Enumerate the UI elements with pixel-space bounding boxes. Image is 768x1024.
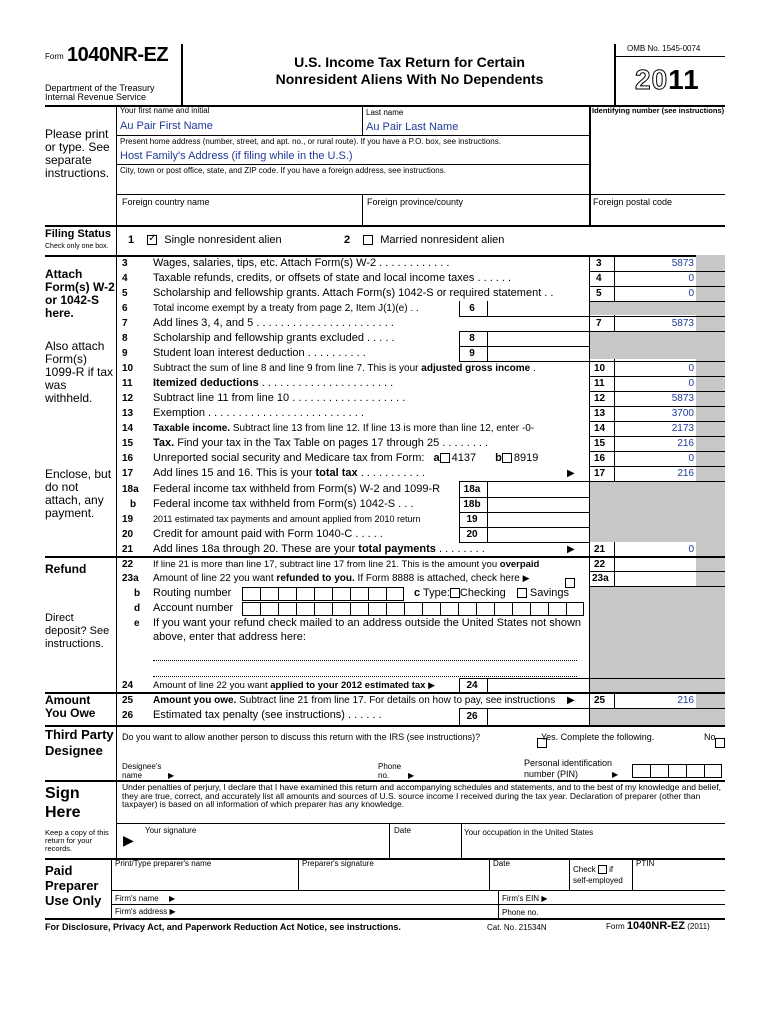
line18b-amount[interactable] — [488, 497, 588, 512]
form-header — [45, 44, 725, 106]
sign-here-label: Sign Here — [45, 785, 81, 821]
line25-amount[interactable]: 216 — [677, 695, 694, 706]
line23a-arrow-icon: ▶ — [522, 573, 530, 583]
firm-ein-arrow-icon: ▶ — [541, 894, 548, 903]
line21-ref: 21 — [594, 544, 606, 555]
tax-year-outline: 20 — [635, 64, 669, 95]
line10-text-b: adjusted gross income — [421, 363, 531, 374]
line13-amount[interactable]: 3700 — [671, 408, 694, 419]
lines-left-edge — [116, 255, 117, 725]
header-divider-right — [614, 44, 616, 105]
ptin-label: PTIN — [636, 859, 655, 868]
amount-owe-label: Amount You Owe — [45, 693, 96, 720]
line7-amount[interactable]: 5873 — [671, 318, 694, 329]
foreign-divider-1 — [362, 194, 363, 225]
first-name-field[interactable]: Au Pair First Name — [120, 120, 213, 132]
preparer-check-divider — [569, 858, 570, 890]
line17-text-a: Add lines 15 and 16. This is your — [153, 467, 316, 479]
line21-arrow-icon: ▶ — [567, 544, 575, 555]
line4-text: Taxable refunds, credits, or offsets of state and local income taxes . . . . . . — [153, 272, 512, 284]
line18b-inner-ref: 18b — [463, 499, 481, 510]
line15-text — [153, 436, 488, 451]
line25-ref: 25 — [594, 695, 606, 706]
line22-amount[interactable] — [616, 557, 694, 572]
sign-left-edge — [116, 780, 117, 858]
cat-number: Cat. No. 21534N — [487, 923, 547, 932]
line16-text-main: Unreported social security and Medicare tax from Form: — [153, 452, 425, 464]
line8-inner-ref: 8 — [469, 333, 475, 344]
line18a-text: Federal income tax withheld from Form(s) W-2 and 1099-R — [153, 483, 441, 495]
header-divider-left — [181, 44, 183, 105]
line19-amount[interactable] — [488, 512, 588, 527]
line25-number: 25 — [122, 695, 134, 706]
line19-inner-ref: 19 — [466, 514, 478, 525]
line23c-label: c — [414, 587, 421, 599]
ptin-field[interactable] — [634, 870, 722, 888]
line10-text-c: . — [530, 363, 536, 374]
line24-arrow-icon: ▶ — [428, 680, 436, 690]
filing-opt1-label: Single nonresident alien — [164, 234, 282, 246]
line8-text: Scholarship and fellowship grants excluded . . . . . — [153, 332, 395, 344]
tax-year-solid: 11 — [668, 64, 700, 95]
footer-form-prefix: Form — [606, 922, 625, 931]
line11-amount[interactable]: 0 — [688, 378, 694, 389]
line22-text — [153, 557, 539, 572]
line23a-rule — [589, 586, 725, 587]
firm-name-field[interactable] — [190, 891, 495, 904]
form8919-checkbox[interactable] — [502, 453, 512, 463]
line15-ref: 15 — [594, 438, 606, 449]
savings-checkbox[interactable] — [517, 588, 527, 598]
line19-number: 19 — [122, 514, 134, 525]
filing-status-opt1 — [128, 234, 282, 246]
id-column-divider — [589, 105, 591, 225]
line21-amount[interactable]: 0 — [688, 544, 694, 555]
line12-number: 12 — [122, 393, 134, 404]
designee-pin-boxes[interactable] — [632, 764, 722, 778]
line23a-text-b: refunded to you. — [276, 573, 355, 584]
line22-text-a: If line 21 is more than line 17, subtract line 17 from line 21. This is the amount you — [153, 559, 500, 570]
preparer-signature-label: Preparer's signature — [302, 859, 374, 868]
attach-label-bold: Attach Form(s) W-2 or 1042-S here. — [45, 267, 115, 320]
address-row-bottom — [116, 164, 589, 165]
line23b-number: b — [134, 588, 141, 599]
line13-number: 13 — [122, 408, 134, 419]
firm-address-arrow-icon: ▶ — [169, 907, 176, 916]
line25-arrow-icon: ▶ — [567, 695, 575, 706]
line3-number: 3 — [122, 258, 128, 269]
line16-b-label: b — [495, 452, 502, 464]
line15-amount[interactable]: 216 — [677, 438, 694, 449]
occupation-field[interactable] — [464, 840, 719, 856]
signature-label: Your signature — [145, 826, 197, 835]
line11-text-b: Itemized deductions — [153, 377, 259, 389]
line9-number: 9 — [122, 348, 128, 359]
line16-a-label: a — [433, 452, 440, 464]
account-type-group — [414, 586, 569, 601]
third-party-label: Third Party Designee — [45, 727, 114, 758]
footer-year: (2011) — [687, 922, 710, 931]
footer-form-name: 1040NR-EZ — [626, 920, 685, 932]
line25-text-c: Subtract line 21 from line 17. For details on how to pay, see instructions — [236, 695, 556, 706]
line5-text: Scholarship and fellowship grants. Attach Form(s) 1042-S or required statement . . — [153, 287, 554, 299]
shade-cents-col — [696, 255, 725, 725]
line15-number: 15 — [122, 438, 134, 449]
filing-status-top-rule — [45, 225, 725, 227]
line10-ref: 10 — [594, 363, 606, 374]
firm-phone-label: Phone no. — [502, 908, 539, 917]
designee-top-rule — [45, 725, 725, 727]
line18a-inner-ref: 18a — [463, 484, 481, 495]
line13-ref: 13 — [594, 408, 606, 419]
shade-line26 — [590, 708, 696, 725]
filing-status-sub: Check only one box. — [45, 243, 109, 250]
sign-date-label: Date — [394, 826, 411, 835]
preparer-left-edge — [111, 858, 112, 918]
line9-text: Student loan interest deduction . . . . . . . . . . — [153, 347, 366, 359]
line17-text — [153, 466, 425, 481]
form4137-checkbox[interactable] — [440, 453, 450, 463]
designee-pin-arrow-icon: ▶ — [612, 770, 619, 779]
line6-inner-ref: 6 — [469, 303, 475, 314]
line14-amount[interactable]: 2173 — [671, 423, 694, 434]
line26-number: 26 — [122, 710, 134, 721]
firm-address-label — [115, 907, 176, 916]
line3-amount[interactable]: 5873 — [671, 258, 694, 269]
account-type-label: Type: — [422, 587, 450, 599]
firm-name-label — [115, 894, 175, 903]
form-prefix: Form — [45, 52, 64, 61]
line6-amount[interactable] — [488, 301, 588, 316]
direct-deposit-label: Direct deposit? See instructions. — [45, 612, 110, 650]
line11-text-c: . . . . . . . . . . . . . . . . . . . . . . — [258, 377, 394, 389]
line7-number: 7 — [122, 318, 128, 329]
designee-pin-label: Personal identification number (PIN) — [524, 758, 613, 779]
line21-text — [153, 542, 485, 557]
line26-text: Estimated tax penalty (see instructions) . . . . . . — [153, 709, 382, 721]
id-number-field[interactable] — [592, 118, 725, 134]
line10-number: 10 — [122, 363, 134, 374]
designee-phone-label: Phone no. — [378, 762, 402, 780]
foreign-address-line1[interactable] — [153, 648, 577, 661]
signature-field[interactable] — [140, 836, 385, 856]
line12-ref: 12 — [594, 393, 606, 404]
line7-ref: 7 — [596, 318, 602, 329]
address-field[interactable]: Host Family's Address (if filing while in the U.S.) — [120, 150, 353, 162]
form-title-line1: U.S. Income Tax Return for Certain — [294, 54, 525, 70]
line23e-number: e — [134, 618, 140, 629]
enclose-label: Enclose, but do not attach, any payment. — [45, 467, 112, 520]
perjury-statement: Under penalties of perjury, I declare that I have examined this return and accompanying schedules and statements, and to the best of my knowledge and belief, they are true, correct, and accurately list all amounts and sources of U.S. source income I received during the tax year. Declaration of preparer (other than taxpayer) is based on all information of which preparer has any knowledge. — [122, 782, 721, 809]
firm-address-field[interactable] — [190, 905, 495, 918]
savings-label: Savings — [529, 587, 570, 599]
foreign-country-label: Foreign country name — [122, 197, 210, 207]
line4-amount[interactable]: 0 — [688, 273, 694, 284]
tax-year — [635, 64, 700, 96]
line16-amount[interactable]: 0 — [688, 453, 694, 464]
line17-number: 17 — [122, 468, 134, 479]
line5-ref: 5 — [596, 288, 602, 299]
line23a-text-a: Amount of line 22 you want — [153, 573, 277, 584]
firm-phone-field[interactable] — [545, 905, 720, 918]
preparer-check-label: Check — [573, 865, 596, 874]
form-title-line2: Nonresident Aliens With No Dependents — [275, 71, 544, 87]
line23d-number: d — [134, 603, 141, 614]
name-row-bottom — [116, 135, 589, 136]
married-nonresident-checkbox[interactable] — [363, 235, 373, 245]
line17-arrow-icon: ▶ — [567, 468, 575, 479]
line21-text-b: total payments — [358, 543, 436, 555]
city-field[interactable] — [120, 178, 580, 192]
designee-phone-arrow-icon: ▶ — [408, 771, 415, 780]
line14-text-b: Taxable income. — [153, 423, 231, 434]
preparer-date-field[interactable] — [491, 870, 567, 888]
line15-text-c: Find your tax in the Tax Table on pages 17 through 25 . . . . . . . . — [174, 437, 489, 449]
line21-number: 21 — [122, 544, 134, 555]
line16-ref: 16 — [594, 453, 606, 464]
please-print-label: Please print or type. See separate instructions. — [45, 127, 110, 180]
line17-text-b: total tax — [315, 467, 358, 479]
address-label: Present home address (number, street, and apt. no., or rural route). If you have a P.O. box, see instructions. — [120, 137, 501, 146]
preparer-date-divider — [489, 858, 490, 890]
attach-label-rest: Also attach Form(s) 1099-R if tax was withheld. — [45, 339, 114, 405]
signature-arrow-icon: ▶ — [123, 832, 134, 848]
omb-underline — [614, 56, 725, 57]
foreign-address-line2[interactable] — [153, 664, 577, 677]
line9-inner-ref: 9 — [469, 348, 475, 359]
designee-name-label: Designee's name — [122, 762, 162, 780]
id-number-label: Identifying number (see instructions) — [592, 106, 725, 115]
line16-b-form: 8919 — [513, 452, 539, 464]
line23a-number: 23a — [122, 573, 139, 584]
designee-no-checkbox[interactable] — [715, 738, 725, 748]
firm-ein-field[interactable] — [560, 891, 720, 904]
foreign-province-label: Foreign province/county — [367, 197, 464, 207]
line8-number: 8 — [122, 333, 128, 344]
line4-ref: 4 — [596, 273, 602, 284]
line14-text-c: Subtract line 13 from line 12. If line 13 is more than line 12, enter -0- — [230, 423, 535, 434]
sign-date-field[interactable] — [392, 836, 458, 856]
preparer-date-label: Date — [493, 859, 510, 868]
last-name-field[interactable]: Au Pair Last Name — [366, 121, 459, 133]
form-name: 1040NR-EZ — [67, 44, 169, 66]
firm-name-text: Firm's name — [115, 894, 159, 903]
firm-name-arrow-icon: ▶ — [169, 894, 176, 903]
sign-date-divider — [389, 823, 390, 858]
perjury-rule — [116, 823, 725, 824]
account-number-boxes[interactable] — [242, 602, 584, 616]
line25-text — [153, 693, 555, 708]
line24-text — [153, 678, 435, 693]
line4-number: 4 — [122, 273, 128, 284]
line26-amount[interactable] — [488, 709, 588, 724]
preparer-if-label: if — [609, 865, 614, 874]
footer-form-id — [606, 920, 710, 933]
routing-number-boxes[interactable] — [242, 587, 404, 601]
filing-status-title: Filing Status — [45, 228, 111, 240]
agency-name: Internal Revenue Service — [45, 92, 147, 102]
line23a-ref: 23a — [592, 573, 609, 584]
shade-payments — [590, 482, 696, 542]
line7-text: Add lines 3, 4, and 5 . . . . . . . . . . . . . . . . . . . . . . . — [153, 317, 394, 329]
line19-text: 2011 estimated tax payments and amount applied from 2010 return — [153, 514, 421, 524]
ptin-divider — [632, 858, 633, 890]
line14-number: 14 — [122, 423, 134, 434]
line11-number: 11 — [122, 378, 133, 389]
shade-line8-9 — [590, 331, 696, 359]
line17-text-c: . . . . . . . . . . . — [357, 467, 425, 479]
line13-text: Exemption . . . . . . . . . . . . . . . . . . . . . . . . . . — [153, 407, 364, 419]
designee-no-label: No — [704, 732, 716, 742]
designee-left-edge — [116, 725, 117, 780]
line18b-number: b — [130, 499, 137, 510]
line23a-text — [153, 571, 530, 586]
line3-ref: 3 — [596, 258, 602, 269]
line18a-amount[interactable] — [488, 482, 588, 497]
line20-text: Credit for amount paid with Form 1040-C . . . . . — [153, 528, 383, 540]
designee-name-arrow-icon: ▶ — [168, 771, 175, 780]
line6-text: Total income exempt by a treaty from page 2, Item J(1)(e) . . — [153, 303, 419, 314]
line22-number: 22 — [122, 559, 134, 570]
line20-inner-ref: 20 — [466, 529, 478, 540]
foreign-postal-field[interactable] — [592, 208, 722, 222]
refund-label: Refund — [45, 562, 87, 576]
line18a-number: 18a — [122, 484, 139, 495]
disclosure-notice: For Disclosure, Privacy Act, and Paperwork Reduction Act Notice, see instructions. — [45, 922, 401, 932]
self-employed-check — [573, 865, 613, 874]
line24-inner-ref: 24 — [466, 680, 478, 691]
occupation-divider — [461, 823, 462, 858]
name-section-left-edge — [116, 105, 117, 225]
single-nonresident-checkbox[interactable] — [147, 235, 157, 245]
line23a-text-c: If Form 8888 is attached, check here — [354, 573, 520, 584]
line10-text-a: Subtract the sum of line 8 and line 9 from line 7. This is your — [153, 363, 422, 374]
name-divider — [362, 105, 363, 135]
filing-opt1-num: 1 — [128, 234, 135, 246]
department-name: Department of the Treasury — [45, 83, 155, 93]
line5-rule — [589, 301, 725, 302]
line17-amount[interactable]: 216 — [677, 468, 694, 479]
last-name-label: Last name — [366, 108, 404, 117]
line16-text — [153, 451, 538, 466]
line12-text: Subtract line 11 from line 10 . . . . . . . . . . . . . . . . . . . — [153, 392, 406, 404]
line12-amount[interactable]: 5873 — [671, 393, 694, 404]
self-employed-checkbox[interactable] — [598, 865, 607, 874]
line5-number: 5 — [122, 288, 128, 299]
firm-ein-text: Firm's EIN — [502, 894, 540, 903]
shade-line24 — [590, 678, 696, 692]
line24-number: 24 — [122, 680, 134, 691]
designee-question: Do you want to allow another person to discuss this return with the IRS (see instructions)? — [122, 732, 481, 742]
designee-name-field[interactable] — [180, 765, 370, 779]
line24-amount[interactable] — [488, 678, 588, 692]
line22-text-b: overpaid — [499, 559, 540, 570]
firm-address-text: Firm's address — [115, 907, 168, 916]
line11-ref: 11 — [594, 378, 605, 389]
line3-text: Wages, salaries, tips, etc. Attach Form(s) W-2 . . . . . . . . . . . . — [153, 257, 450, 269]
occupation-label: Your occupation in the United States — [464, 828, 594, 837]
line21-text-a: Add lines 18a through 20. These are your — [153, 543, 359, 555]
shade-line6 — [590, 301, 696, 315]
line14-text — [153, 421, 534, 436]
city-row-bottom — [116, 194, 725, 195]
line15-text-b: Tax. — [153, 437, 175, 449]
preparer-signature-field[interactable] — [300, 870, 486, 888]
firm-ein-label — [502, 894, 547, 903]
line23d-text: Account number — [153, 602, 234, 614]
line9-amount[interactable] — [488, 346, 588, 361]
line11-text — [153, 376, 393, 391]
line16-number: 16 — [122, 453, 134, 464]
paid-preparer-label: Paid Preparer Use Only — [45, 863, 102, 908]
filing-status-left-edge — [116, 225, 117, 255]
designee-phone-field[interactable] — [420, 765, 520, 779]
foreign-postal-label: Foreign postal code — [593, 197, 673, 207]
line20-number: 20 — [122, 529, 134, 540]
self-employed-label: self-employed — [573, 876, 623, 885]
line23a-amount[interactable] — [616, 571, 694, 586]
line25-text-b: Amount you owe. — [153, 695, 237, 706]
line16-a-form: 4137 — [451, 452, 477, 464]
omb-number: OMB No. 1545-0074 — [627, 44, 701, 53]
line6-number: 6 — [122, 303, 128, 314]
filing-status-opt2 — [344, 234, 504, 246]
line20-amount[interactable] — [488, 527, 588, 542]
line14-ref: 14 — [594, 423, 606, 434]
filing-opt2-num: 2 — [344, 234, 351, 246]
line10-text — [153, 361, 536, 376]
filing-opt2-label: Married nonresident alien — [380, 234, 505, 246]
line26-inner-ref: 26 — [466, 711, 478, 722]
city-label: City, town or post office, state, and ZIP code. If you have a foreign address, see instructions. — [120, 166, 446, 175]
foreign-province-field[interactable] — [366, 208, 586, 222]
form-title — [187, 54, 632, 88]
keep-copy-label: Keep a copy of this return for your records. — [45, 828, 109, 853]
line5-amount[interactable]: 0 — [688, 288, 694, 299]
line23b-text: Routing number — [153, 587, 232, 599]
line24-text-b: applied to your 2012 estimated tax — [270, 680, 426, 691]
line22-ref: 22 — [594, 559, 606, 570]
checking-checkbox[interactable] — [450, 588, 460, 598]
line18b-text: Federal income tax withheld from Form(s) 1042-S . . . — [153, 498, 414, 510]
line17-ref: 17 — [594, 468, 606, 479]
foreign-country-field[interactable] — [120, 208, 358, 222]
line10-amount[interactable]: 0 — [688, 363, 694, 374]
preparer-name-field[interactable] — [114, 870, 296, 888]
checking-label: Checking — [459, 587, 506, 599]
line24-text-a: Amount of line 22 you want — [153, 680, 271, 691]
line21-text-c: . . . . . . . . — [435, 543, 485, 555]
preparer-sig-divider — [298, 858, 299, 890]
designee-yes-label: Yes. Complete the following. — [541, 732, 655, 742]
first-name-label: Your first name and initial — [120, 106, 210, 115]
preparer-name-label: Print/Type preparer's name — [115, 859, 212, 868]
line23e-text: If you want your refund check mailed to an address outside the United States not shown above, enter that address here: — [153, 617, 582, 643]
line8-amount[interactable] — [488, 331, 588, 346]
shade-deposit — [590, 586, 696, 678]
